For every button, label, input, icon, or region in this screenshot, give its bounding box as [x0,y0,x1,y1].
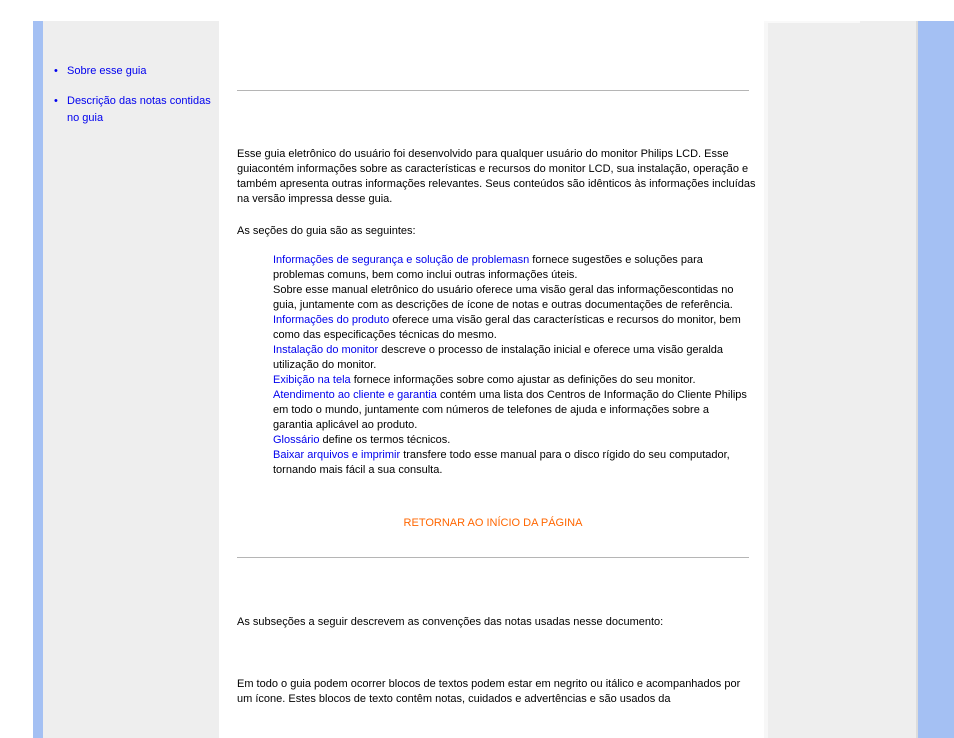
sidebar-list [53,63,213,140]
section-entry-exibicao [273,373,749,388]
section-description: oferece uma visão geral das características e recursos do monitor, bem como das especificações técnicas do mesmo. [273,314,741,341]
sidebar-nav [43,21,219,738]
panel-top-line [764,21,860,23]
sidebar-link-sobre-esse-guia[interactable]: Sobre esse guia [67,65,147,77]
sidebar-item-descricao-notas [53,93,213,127]
intro-paragraph: Esse guia eletrônico do usuário foi desenvolvido para qualquer usuário do monitor Philips LCD. Esse guiacontém informações sobre as características e recursos do monitor LCD, sua instalação, operação e também apresenta outras informações relevantes. Seus conteúdos são idênticos às informações incluídas na versão impressa desse guia. [237,148,756,205]
section-description: transfere todo esse manual para o disco rígido do seu computador, tornando mais fácil a sua consulta. [273,449,730,476]
link-seguranca-solucao-problemas[interactable]: Informações de segurança e solução de problemasn [273,254,530,266]
sections-heading: As seções do guia são as seguintes: [237,225,416,237]
section-entry-instalacao [273,343,749,373]
notes-intro: As subseções a seguir descrevem as convenções das notas usadas nesse documento: [237,616,664,628]
horizontal-divider [237,90,749,91]
link-atendimento-garantia[interactable]: Atendimento ao cliente e garantia [273,389,437,401]
section-description: Sobre esse manual eletrônico do usuário oferece uma visão geral das informaçõescontidas no guia, juntamente com as descrições de ícone de notas e outras documentações de referência. [273,284,734,311]
bullet-icon: • [54,95,58,107]
section-entry-atendimento [273,388,749,433]
section-entry-produto [273,313,749,343]
link-baixar-imprimir[interactable]: Baixar arquivos e imprimir [273,449,401,461]
sidebar-link-descricao-notas[interactable]: Descrição das notas contidas no guia [67,95,211,124]
section-entry-glossario [273,433,749,448]
link-informacoes-produto[interactable]: Informações do produto [273,314,390,326]
panel-bevel [764,21,768,738]
right-blue-border [918,21,954,738]
right-gray-panel [764,21,916,738]
section-description: fornece sugestões e soluções para problemas comuns, bem como inclui outras informações úteis. [273,254,703,281]
section-description: descreve o processo de instalação inicial e oferece uma visão geralda utilização do monitor. [273,344,724,371]
notes-paragraph: Em todo o guia podem ocorrer blocos de textos podem estar em negrito ou itálico e acompanhados por um ícone. Estes blocos de texto contêm notas, cuidados e advertências e são usados da [237,678,741,705]
left-blue-border [33,21,43,738]
section-entry-baixar [273,448,749,478]
link-instalacao-monitor[interactable]: Instalação do monitor [273,344,379,356]
bullet-icon: • [54,65,58,77]
horizontal-divider [237,557,749,558]
section-description: define os termos técnicos. [319,434,451,446]
link-glossario[interactable]: Glossário [273,434,320,446]
sections-list [273,253,749,478]
section-description: contém uma lista dos Centros de Informação do Cliente Philips em todo o mundo, juntamente com números de telefones de ajuda e informações sobre a garantia aplicável ao produto. [273,389,747,431]
sidebar-item-sobre-esse-guia [53,63,213,80]
section-entry-sobre-manual [273,283,749,313]
return-to-top-link[interactable]: RETORNAR AO INÍCIO DA PÁGINA [403,517,583,529]
section-entry-seguranca [273,253,749,283]
return-to-top [237,516,749,531]
link-exibicao-tela[interactable]: Exibição na tela [273,374,351,386]
section-description: fornece informações sobre como ajustar as definições do seu monitor. [350,374,696,386]
